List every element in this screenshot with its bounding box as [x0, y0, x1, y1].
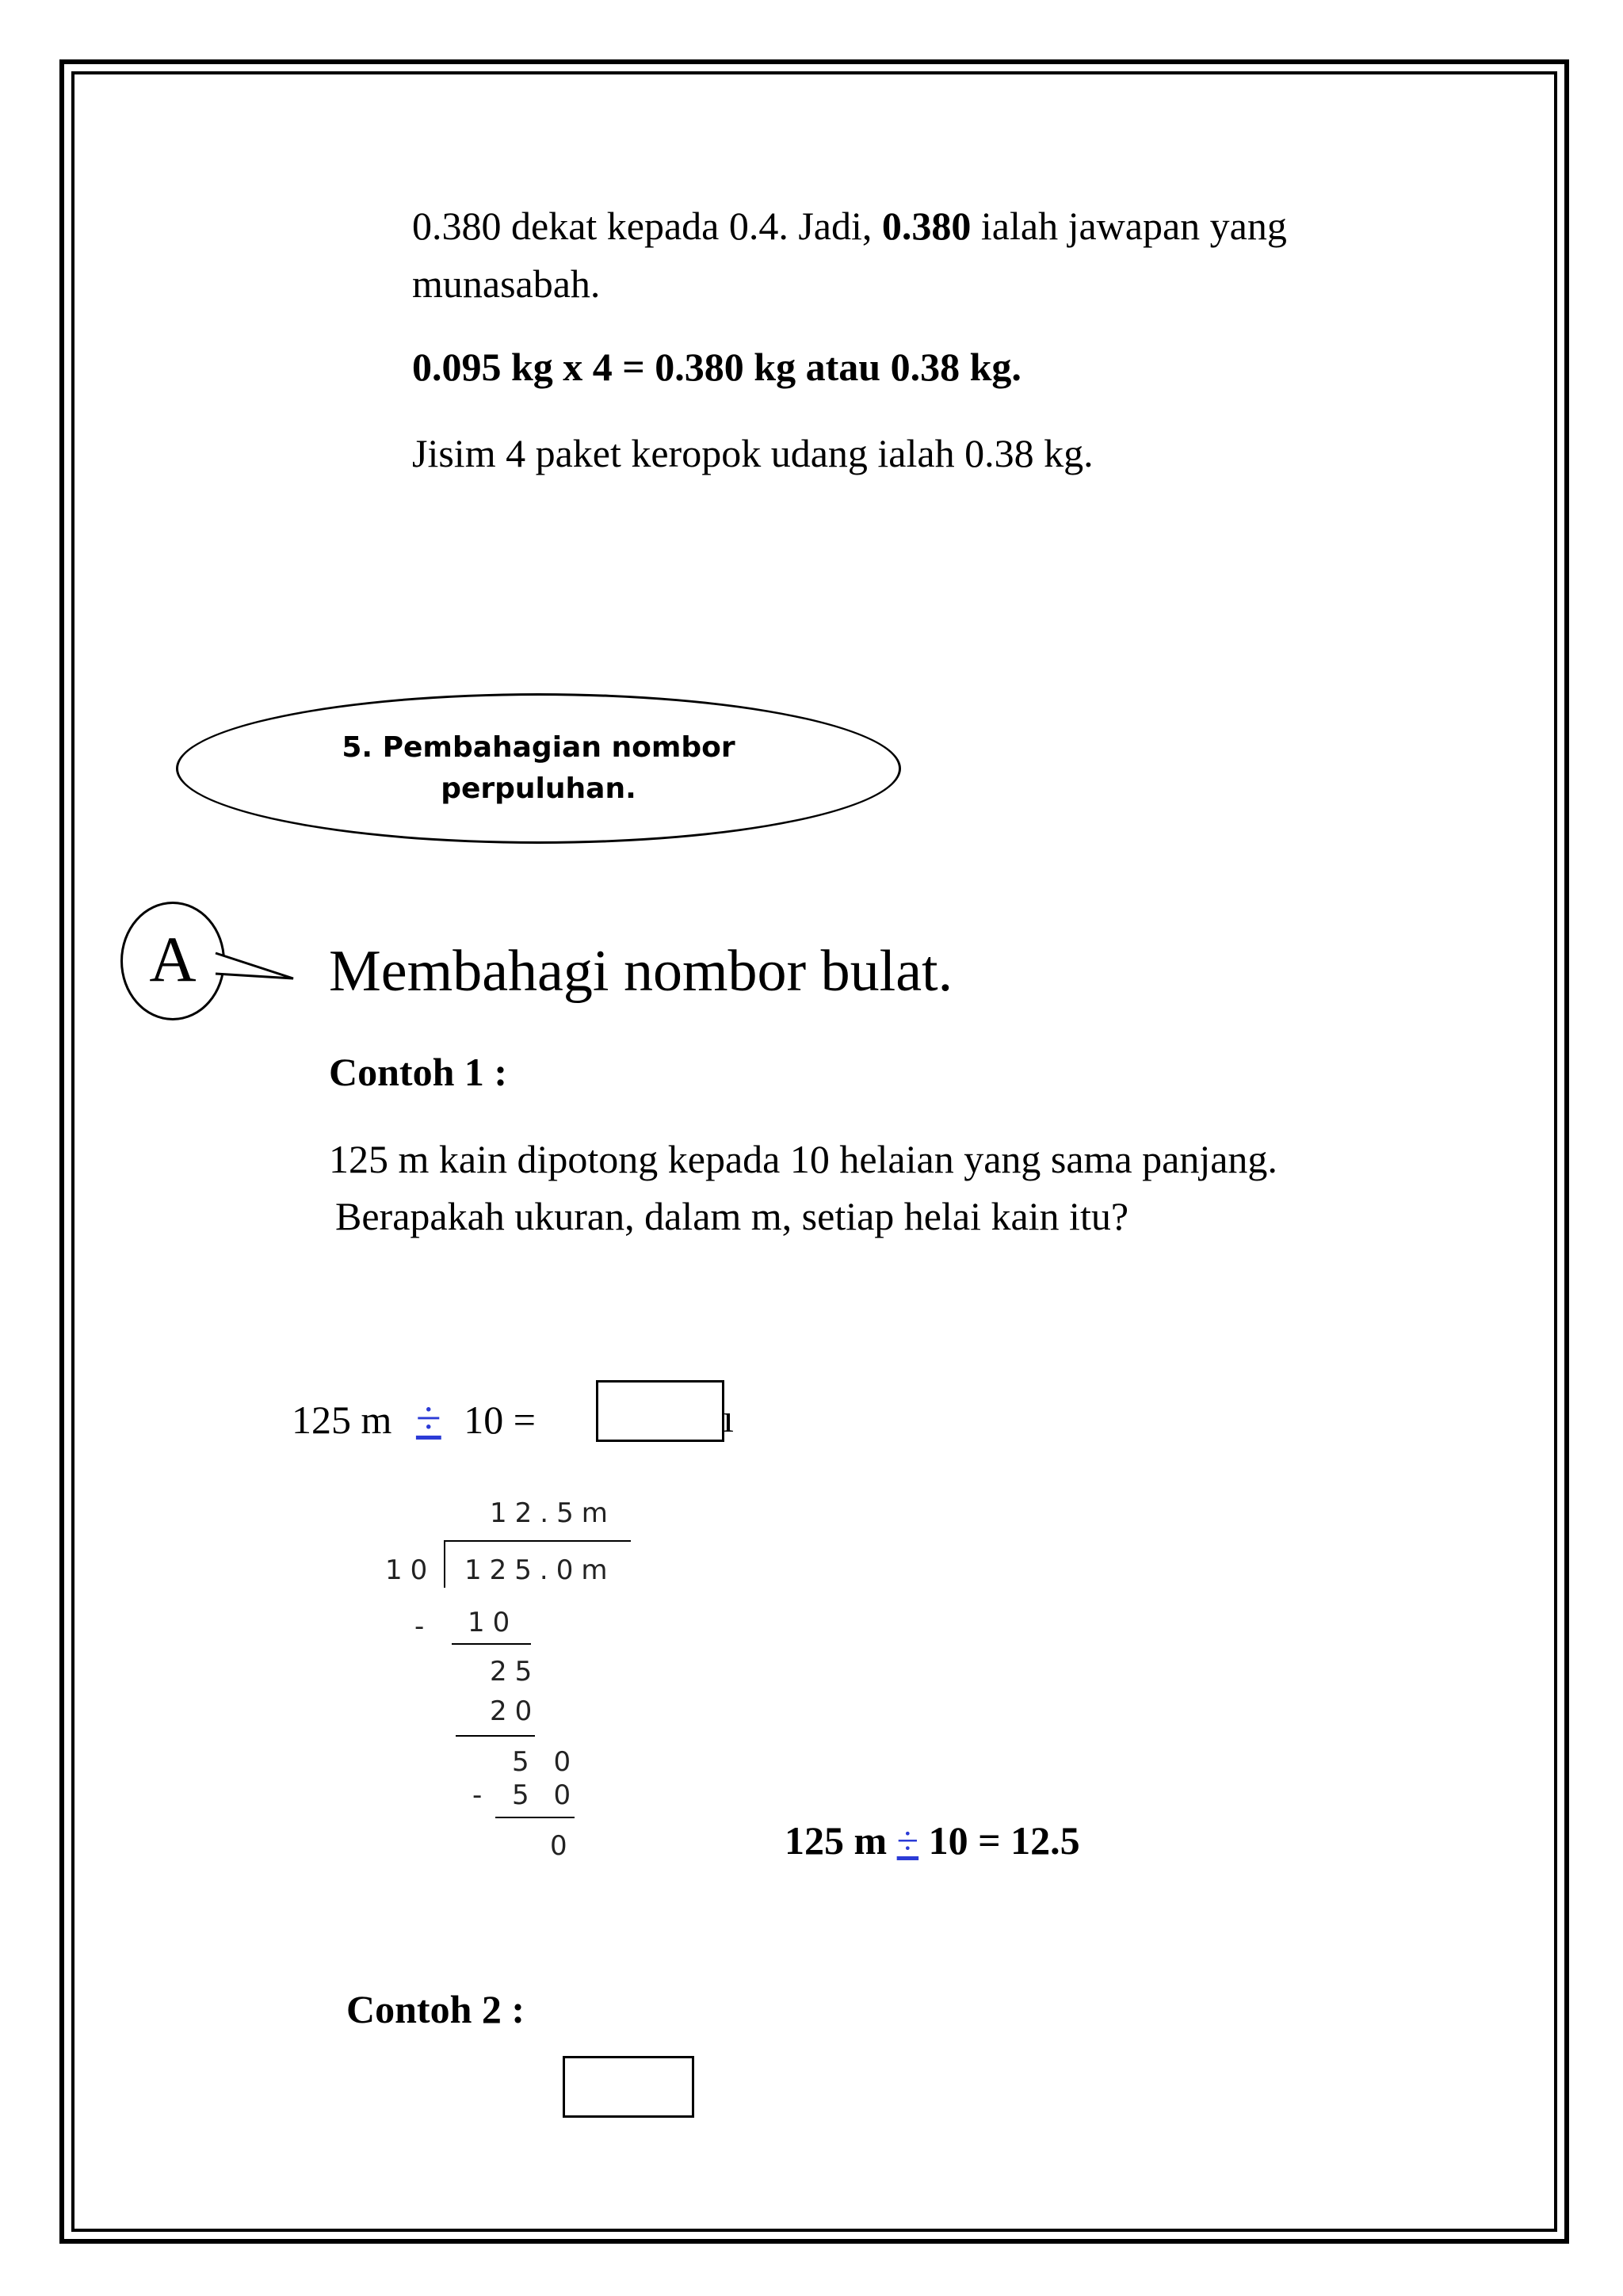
- example2-box[interactable]: [563, 2056, 694, 2118]
- intro-line1-text: 0.380 dekat kepada 0.4. Jadi,: [412, 204, 882, 248]
- example1-label: Contoh 1 :: [329, 1050, 508, 1094]
- division-remainder: 0: [550, 1830, 575, 1862]
- division-step2: 25: [490, 1656, 540, 1688]
- section-title-line1: 5. Pembahagian nombor: [342, 731, 735, 764]
- intro-line1-end: ialah jawapan yang: [971, 204, 1287, 248]
- answer-divide-sign-icon: ÷: [896, 1818, 919, 1863]
- division-minus2: -: [472, 1779, 491, 1811]
- answer-box[interactable]: [596, 1380, 724, 1442]
- division-bar: [444, 1540, 631, 1542]
- problem-line2: Berapakah ukuran, dalam m, setiap helai kain itu?: [335, 1194, 1129, 1238]
- intro-equation: 0.095 kg x 4 = 0.380 kg atau 0.38 kg.: [412, 345, 1022, 389]
- division-line3: [495, 1817, 575, 1818]
- section-title-bubble: [176, 693, 901, 844]
- section-title-line2: perpuluhan.: [441, 772, 636, 805]
- intro-conclusion: Jisim 4 paket keropok udang ialah 0.38 kg.: [412, 431, 1094, 475]
- division-step1: 10: [468, 1607, 518, 1638]
- division-step5: 5 0: [512, 1779, 579, 1811]
- divide-sign-icon: ÷: [415, 1392, 441, 1444]
- division-equation: [292, 1390, 536, 1447]
- intro-line2: munasabah.: [412, 261, 601, 306]
- example2-label: Contoh 2 :: [346, 1987, 525, 2031]
- division-answer: [785, 1813, 1080, 1868]
- division-step3: 20: [490, 1695, 540, 1727]
- problem-line1: 125 m kain dipotong kepada 10 helaian yang sama panjang.: [329, 1137, 1277, 1181]
- division-line2: [456, 1735, 535, 1737]
- division-step4: 5 0: [512, 1746, 579, 1778]
- answer-right: 10 = 12.5: [928, 1818, 1080, 1863]
- division-minus1: -: [414, 1611, 433, 1642]
- answer-left: 125 m: [785, 1818, 888, 1863]
- intro-line1-bold: 0.380: [881, 204, 972, 248]
- part-a-heading: Membahagi nombor bulat.: [329, 939, 953, 1004]
- equation-left: 125 m: [292, 1398, 392, 1442]
- division-divisor: 10: [385, 1554, 436, 1586]
- division-bracket: [444, 1540, 445, 1588]
- part-a-marker: A: [120, 902, 225, 1020]
- intro-line1: [412, 198, 1287, 254]
- equation-trail: ı: [723, 1396, 734, 1440]
- division-dividend: 125.0m: [464, 1554, 616, 1586]
- division-line1: [452, 1643, 531, 1645]
- division-quotient: 12.5m: [490, 1497, 616, 1529]
- marker-pointer-icon: [214, 939, 305, 986]
- equation-right: 10 =: [464, 1398, 536, 1442]
